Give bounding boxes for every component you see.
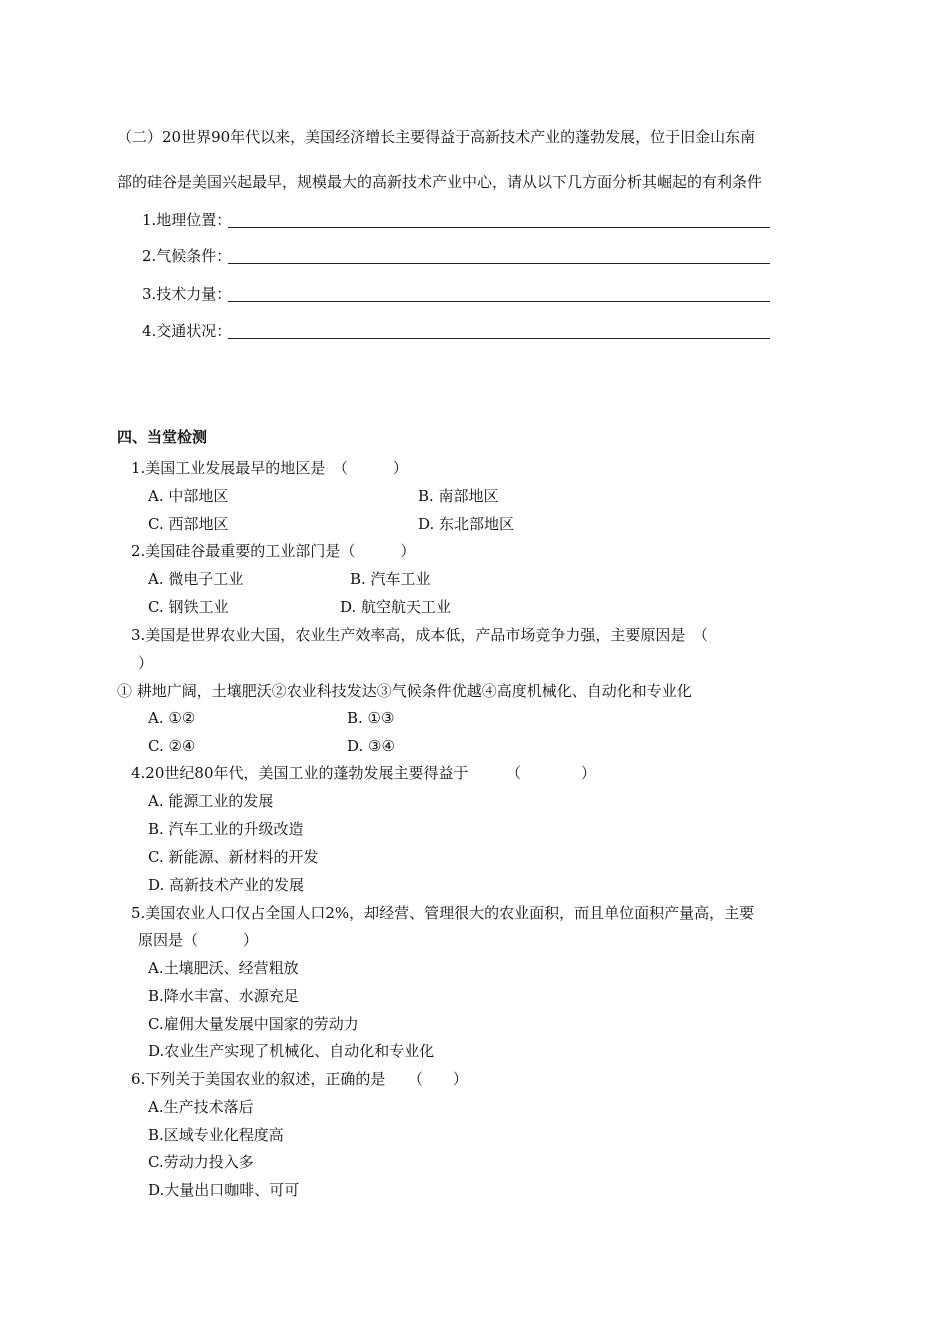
q5-stem-line1: 5.美国农业人口仅占全国人口2%，却经营、管理很大的农业面积，而且单位面积产量高，主要 xyxy=(131,904,755,922)
q5-option-d[interactable]: D.农业生产实现了机械化、自动化和专业化 xyxy=(148,1042,435,1060)
item-geo-location-label: 1.地理位置： xyxy=(142,211,232,229)
q3-option-d[interactable]: D. ③④ xyxy=(347,737,395,755)
q5-option-a[interactable]: A.土壤肥沃、经营粗放 xyxy=(148,959,299,977)
q6-option-c[interactable]: C.劳动力投入多 xyxy=(148,1153,254,1171)
q6-option-b[interactable]: B.区域专业化程度高 xyxy=(148,1126,284,1144)
q1-option-c[interactable]: C. 西部地区 xyxy=(148,515,229,533)
item-tech-label: 3.技术力量： xyxy=(142,285,232,303)
q4-option-b[interactable]: B. 汽车工业的升级改造 xyxy=(148,820,304,838)
q1-option-b[interactable]: B. 南部地区 xyxy=(418,487,499,505)
answer-line-transport[interactable] xyxy=(228,338,770,339)
q3-stem-line2: ） xyxy=(138,654,154,672)
q4-option-a[interactable]: A. 能源工业的发展 xyxy=(148,792,274,810)
answer-line-geo-location[interactable] xyxy=(228,227,770,228)
part2-intro-line2: 部的硅谷是美国兴起最早，规模最大的高新技术产业中心，请从以下几方面分析其崛起的有利条件 xyxy=(117,173,763,191)
q5-option-c[interactable]: C.雇佣大量发展中国家的劳动力 xyxy=(148,1015,359,1033)
q6-option-a[interactable]: A.生产技术落后 xyxy=(148,1098,254,1116)
q3-stem-line1: 3.美国是世界农业大国，农业生产效率高，成本低，产品市场竞争力强，主要原因是 （ xyxy=(131,626,708,644)
part2-intro-line1: （二）20世界90年代以来，美国经济增长主要得益于高新技术产业的蓬勃发展，位于旧金山东南 xyxy=(117,128,756,146)
answer-line-climate[interactable] xyxy=(228,263,770,264)
q1-option-d[interactable]: D. 东北部地区 xyxy=(418,515,515,533)
q2-option-b[interactable]: B. 汽车工业 xyxy=(350,570,431,588)
q4-option-d[interactable]: D. 高新技术产业的发展 xyxy=(148,876,305,894)
q5-stem-line2: 原因是（ ） xyxy=(138,931,259,949)
section-heading: 四、当堂检测 xyxy=(117,428,208,446)
item-climate-label: 2.气候条件： xyxy=(142,247,232,265)
q3-statements: ① 耕地广阔，土壤肥沃②农业科技发达③气候条件优越④高度机械化、自动化和专业化 xyxy=(117,682,692,700)
q2-option-a[interactable]: A. 微电子工业 xyxy=(148,570,244,588)
q1-stem: 1.美国工业发展最早的地区是 （ ） xyxy=(131,459,408,477)
q1-option-a[interactable]: A. 中部地区 xyxy=(148,487,229,505)
q3-option-a[interactable]: A. ①② xyxy=(148,709,196,727)
item-transport-label: 4.交通状况： xyxy=(142,322,232,340)
q2-option-c[interactable]: C. 钢铁工业 xyxy=(148,598,229,616)
q4-option-c[interactable]: C. 新能源、新材料的开发 xyxy=(148,848,319,866)
answer-line-tech[interactable] xyxy=(228,301,770,302)
q4-stem: 4.20世纪80年代，美国工业的蓬勃发展主要得益于 （ ） xyxy=(131,764,596,782)
q6-stem: 6.下列关于美国农业的叙述，正确的是 （ ） xyxy=(131,1070,468,1088)
q3-option-b[interactable]: B. ①③ xyxy=(347,709,395,727)
q3-option-c[interactable]: C. ②④ xyxy=(148,737,196,755)
q5-option-b[interactable]: B.降水丰富、水源充足 xyxy=(148,987,299,1005)
q6-option-d[interactable]: D.大量出口咖啡、可可 xyxy=(148,1181,300,1199)
q2-stem: 2.美国硅谷最重要的工业部门是（ ） xyxy=(131,542,416,560)
q2-option-d[interactable]: D. 航空航天工业 xyxy=(340,598,452,616)
